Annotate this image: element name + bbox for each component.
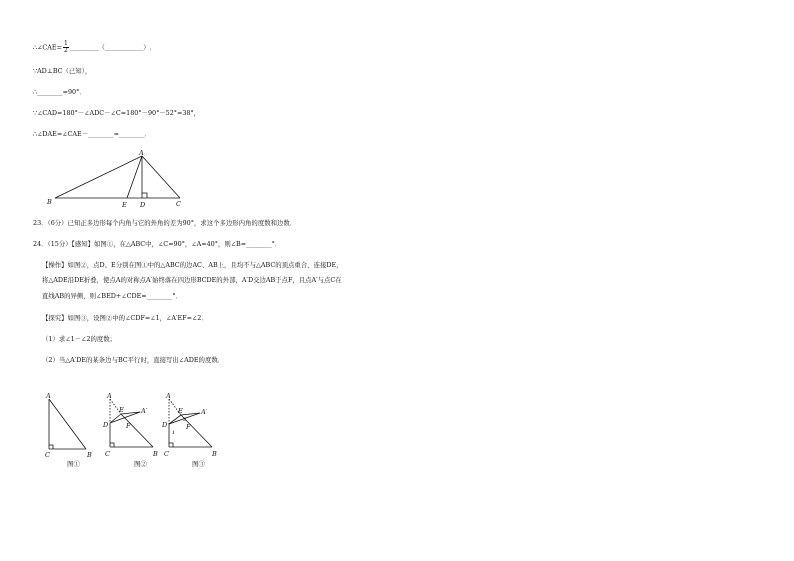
fig2-fold-de	[110, 414, 121, 423]
fig2-side-eb	[121, 414, 153, 447]
question-24-part-1: （1）求∠1－∠2的度数；	[42, 335, 117, 343]
label-b: B	[47, 198, 52, 206]
fig2-caption: 图②	[134, 460, 147, 468]
segment-ac	[142, 156, 180, 198]
fig3-label-a-prime: A′	[201, 408, 208, 416]
fig2-label-f: F	[126, 422, 131, 430]
fig3-caption: 图③	[192, 460, 205, 468]
label-c: C	[176, 200, 181, 208]
fig1-label-b: B	[87, 451, 92, 459]
label-a: A	[139, 149, 144, 157]
fig3-label-b: B	[212, 450, 217, 458]
fig1-right-angle-mark	[49, 445, 53, 449]
proof-line-1-post: _________（____________）.	[69, 43, 152, 52]
fig3-fold-de	[169, 415, 181, 424]
fig2-label-d: D	[103, 421, 109, 429]
figure-1	[40, 390, 100, 470]
fig3-right-angle-mark	[169, 443, 173, 447]
figure-2	[100, 390, 162, 470]
fig3-label-c: C	[164, 450, 169, 458]
fig3-angle-2-label: 2	[183, 417, 187, 423]
question-23: 23．（6分）已知正多边形每个内角与它的外角的差为90°，求这个多边形内角的度数和边数．	[33, 219, 297, 227]
fig1-label-c: C	[45, 451, 50, 459]
fraction-denominator: 2	[63, 47, 68, 54]
fig3-label-a: A	[166, 392, 171, 400]
proof-line-1	[33, 41, 152, 54]
fig3-label-f: F	[186, 423, 191, 431]
label-d: D	[140, 201, 146, 209]
fig2-label-e: E	[119, 406, 124, 414]
proof-line-3: ∴________=90°．	[33, 88, 86, 96]
fig3-label-e: E	[178, 407, 183, 415]
proof-line-1-pre: ∴∠CAE=	[33, 43, 62, 52]
question-24-perceive: 24．（15分）【感知】如图①，在△ABC中，∠C=90°，∠A=40°，则∠B=________°．	[33, 240, 282, 248]
proof-line-4: ∵∠CAD=180°－∠ADC－∠C=180°－90°－52°=38°，	[33, 109, 201, 117]
fig2-label-b: B	[153, 450, 158, 458]
fig3-angle-1-label: 1	[172, 430, 176, 436]
proof-line-5: ∴∠DAE=∠CAE－________=________．	[33, 130, 151, 138]
question-24-operate-3: 直线AB的异侧，则∠BED+∠CDE=________°．	[42, 292, 182, 300]
question-24-part-2: （2）当△A′DE的某条边与BC平行时，直接写出∠ADE的度数．	[42, 356, 225, 364]
fig2-label-a-prime: A′	[141, 407, 148, 415]
fraction-numerator: 1	[63, 40, 68, 47]
proof-line-2: ∵AD⊥BC（已知），	[33, 67, 92, 75]
question-24-explore: 【探究】如图③，设图②中的∠CDF=∠1，∠A′EF=∠2．	[42, 314, 208, 322]
label-e: E	[122, 201, 127, 209]
question-24-operate-1: 【操作】如图②，点D、E分别在图①中的△ABC的边AC、AB上，且均不与△ABC的顶点重合，连接DE，	[42, 261, 343, 269]
right-angle-mark	[142, 193, 147, 198]
fig2-label-c: C	[105, 450, 110, 458]
fig2-right-angle-mark	[110, 443, 114, 447]
fig1-caption: 图①	[67, 460, 80, 468]
fig1-side-ab	[49, 399, 86, 449]
fig2-label-a: A	[107, 392, 112, 400]
fraction-half	[63, 41, 69, 54]
figure-3	[160, 390, 222, 470]
fig1-label-a: A	[46, 392, 51, 400]
triangle-figure-top	[42, 147, 192, 211]
fig3-label-d: D	[162, 421, 168, 429]
question-24-operate-2: 将△ADE沿DE折叠，使点A的对称点A′始终落在四边形BCDE的外部，A′D交边AB于点F，且点A′与点C在	[42, 276, 342, 284]
